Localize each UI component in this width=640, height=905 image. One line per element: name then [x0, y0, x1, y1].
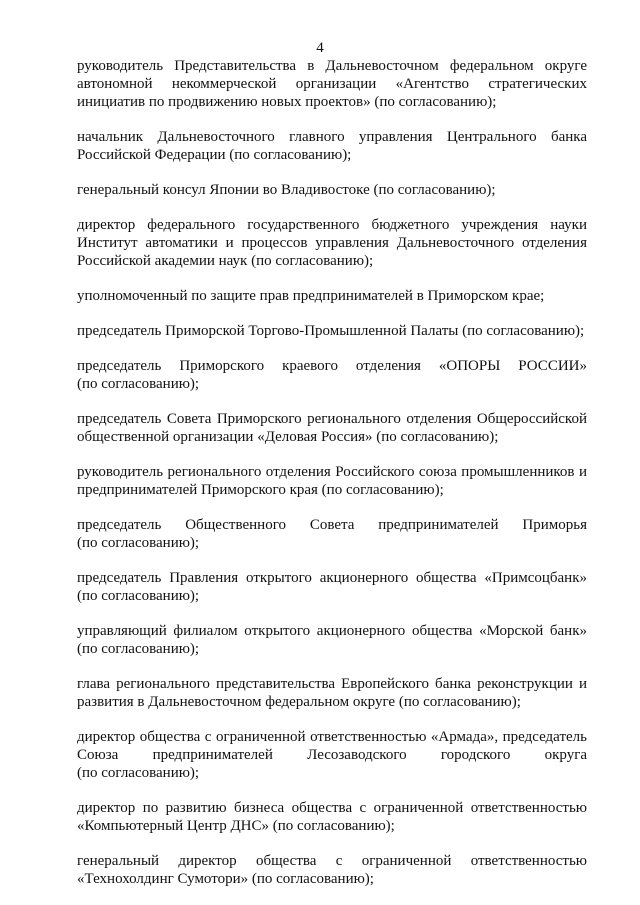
- document-body: [77, 57, 587, 888]
- list-item-8: [77, 410, 587, 446]
- list-item-4-line-1: директор федерального государственного бюджетного учреждения науки: [77, 217, 587, 233]
- list-item-13-line-2: развития в Дальневосточном федеральном округе (по согласованию);: [77, 694, 521, 710]
- list-item-4-line-2: Институт автоматики и процессов управления Дальневосточного отделения: [77, 235, 587, 251]
- list-item-9-line-2: предпринимателей Приморского края (по согласованию);: [77, 482, 444, 498]
- page-number: 4: [316, 40, 324, 56]
- list-item-5-line-1: уполномоченный по защите прав предпринимателей в Приморском крае;: [77, 288, 545, 304]
- list-item-10: [77, 516, 587, 552]
- list-item-14: [77, 728, 587, 782]
- list-item-7: [77, 357, 587, 393]
- list-item-1-line-2: автономной некоммерческой организации «Агентство стратегических: [77, 76, 587, 92]
- list-item-1-line-3: инициатив по продвижению новых проектов» (по согласованию);: [77, 94, 497, 110]
- list-item-14-line-2: Союза предпринимателей Лесозаводского городского округа: [77, 747, 587, 763]
- list-item-9: [77, 463, 587, 499]
- list-item-2-line-2: Российской Федерации (по согласованию);: [77, 147, 352, 163]
- list-item-2-line-1: начальник Дальневосточного главного управления Центрального банка: [77, 129, 587, 145]
- list-item-15-line-1: директор по развитию бизнеса общества с ограниченной ответственностью: [77, 800, 587, 816]
- list-item-6: [77, 322, 587, 340]
- list-item-11: [77, 569, 587, 605]
- list-item-1-line-1: руководитель Представительства в Дальневосточном федеральном округе: [77, 58, 587, 74]
- list-item-11-line-1: председатель Правления открытого акционерного общества «Примсоцбанк»: [77, 570, 587, 586]
- list-item-16: [77, 852, 587, 888]
- list-item-2: [77, 128, 587, 164]
- list-item-4: [77, 216, 587, 270]
- list-item-6-line-1: председатель Приморской Торгово-Промышленной Палаты (по согласованию);: [77, 323, 585, 339]
- list-item-16-line-1: генеральный директор общества с ограниченной ответственностью: [77, 853, 587, 869]
- list-item-9-line-1: руководитель регионального отделения Российского союза промышленников и: [77, 464, 587, 480]
- list-item-13: [77, 675, 587, 711]
- list-item-14-line-3: (по согласованию);: [77, 765, 200, 781]
- list-item-15-line-2: «Компьютерный Центр ДНС» (по согласованию);: [77, 818, 395, 834]
- list-item-16-line-2: «Технохолдинг Сумотори» (по согласованию);: [77, 871, 374, 887]
- list-item-8-line-2: общественной организации «Деловая Россия» (по согласованию);: [77, 429, 499, 445]
- list-item-11-line-2: (по согласованию);: [77, 588, 200, 604]
- list-item-8-line-1: председатель Совета Приморского регионального отделения Общероссийской: [77, 411, 587, 427]
- list-item-10-line-1: председатель Общественного Совета предпринимателей Приморья: [77, 517, 587, 533]
- list-item-1: [77, 57, 587, 111]
- list-item-3-line-1: генеральный консул Японии во Владивостоке (по согласованию);: [77, 182, 496, 198]
- list-item-7-line-1: председатель Приморского краевого отделения «ОПОРЫ РОССИИ»: [77, 358, 587, 374]
- list-item-5: [77, 287, 587, 305]
- list-item-15: [77, 799, 587, 835]
- list-item-3: [77, 181, 587, 199]
- list-item-12-line-2: (по согласованию);: [77, 641, 200, 657]
- list-item-4-line-3: Российской академии наук (по согласованию);: [77, 253, 374, 269]
- list-item-13-line-1: глава регионального представительства Европейского банка реконструкции и: [77, 676, 587, 692]
- list-item-7-line-2: (по согласованию);: [77, 376, 200, 392]
- list-item-12: [77, 622, 587, 658]
- list-item-10-line-2: (по согласованию);: [77, 535, 200, 551]
- list-item-14-line-1: директор общества с ограниченной ответственностью «Армада», председатель: [77, 729, 587, 745]
- list-item-12-line-1: управляющий филиалом открытого акционерного общества «Морской банк»: [77, 623, 587, 639]
